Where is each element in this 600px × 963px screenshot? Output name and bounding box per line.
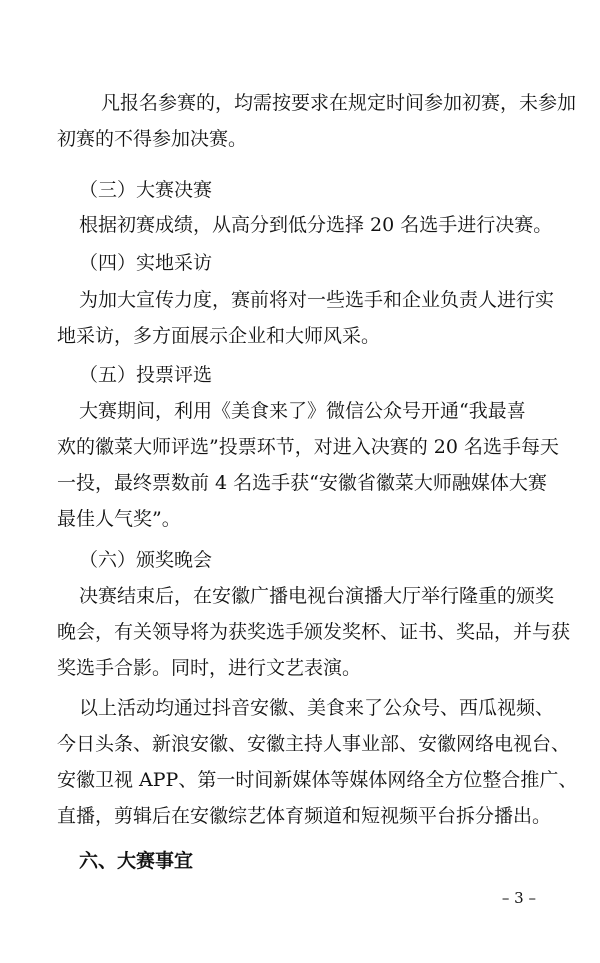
text-line: 安徽卫视 APP、第一时间新媒体等媒体网络全方位整合推广、 — [57, 769, 578, 791]
section-heading-competition-matters: 六、大赛事宜 — [79, 850, 194, 872]
text-line: 晚会，有关领导将为获奖选手颁发奖杯、证书、奖品，并与获 — [57, 621, 571, 643]
text-line: 凡报名参赛的，均需按要求在规定时间参加初赛，未参加 — [101, 92, 577, 114]
text-line: 为加大宣传力度，赛前将对一些选手和企业负责人进行实 — [79, 289, 555, 311]
text-line: 欢的徽菜大师评选”投票环节，对进入决赛的 20 名选手每天 — [57, 436, 559, 458]
text-line: 根据初赛成绩，从高分到低分选择 20 名选手进行决赛。 — [79, 214, 553, 236]
text-line: 最佳人气奖”。 — [57, 508, 181, 530]
paragraph-voting — [57, 398, 559, 532]
paragraph-media-promotion — [57, 695, 578, 829]
text-line: 今日头条、新浪安徽、安徽主持人事业部、安徽网络电视台、 — [57, 733, 571, 755]
text-line: 一投，最终票数前 4 名选手获“安徽省徽菜大师融媒体大赛 — [57, 472, 547, 494]
text-line: 决赛结束后，在安徽广播电视台演播大厅举行隆重的颁奖 — [79, 585, 555, 607]
text-line: 地采访，多方面展示企业和大师风采。 — [57, 325, 381, 347]
subheading-field-interview: （四）实地采访 — [79, 252, 213, 274]
text-line: 大赛期间，利用《美食来了》微信公众号开通“我最喜 — [79, 400, 526, 422]
text-line: 以上活动均通过抖音安徽、美食来了公众号、西瓜视频、 — [79, 697, 555, 719]
subheading-voting: （五）投票评选 — [79, 364, 213, 386]
subheading-final-round: （三）大赛决赛 — [79, 179, 213, 201]
page-number: – 3 – — [501, 889, 536, 907]
subheading-awards-gala: （六）颁奖晚会 — [79, 549, 213, 571]
paragraph-final-round — [79, 212, 553, 238]
text-line: 直播，剪辑后在安徽综艺体育频道和短视频平台拆分播出。 — [57, 805, 552, 827]
paragraph-field-interview — [57, 287, 555, 349]
text-line: 初赛的不得参加决赛。 — [57, 128, 248, 150]
text-line: 奖选手合影。同时，进行文艺表演。 — [57, 657, 362, 679]
paragraph-awards-gala — [57, 583, 571, 681]
paragraph-initial-round-rule — [57, 90, 577, 152]
